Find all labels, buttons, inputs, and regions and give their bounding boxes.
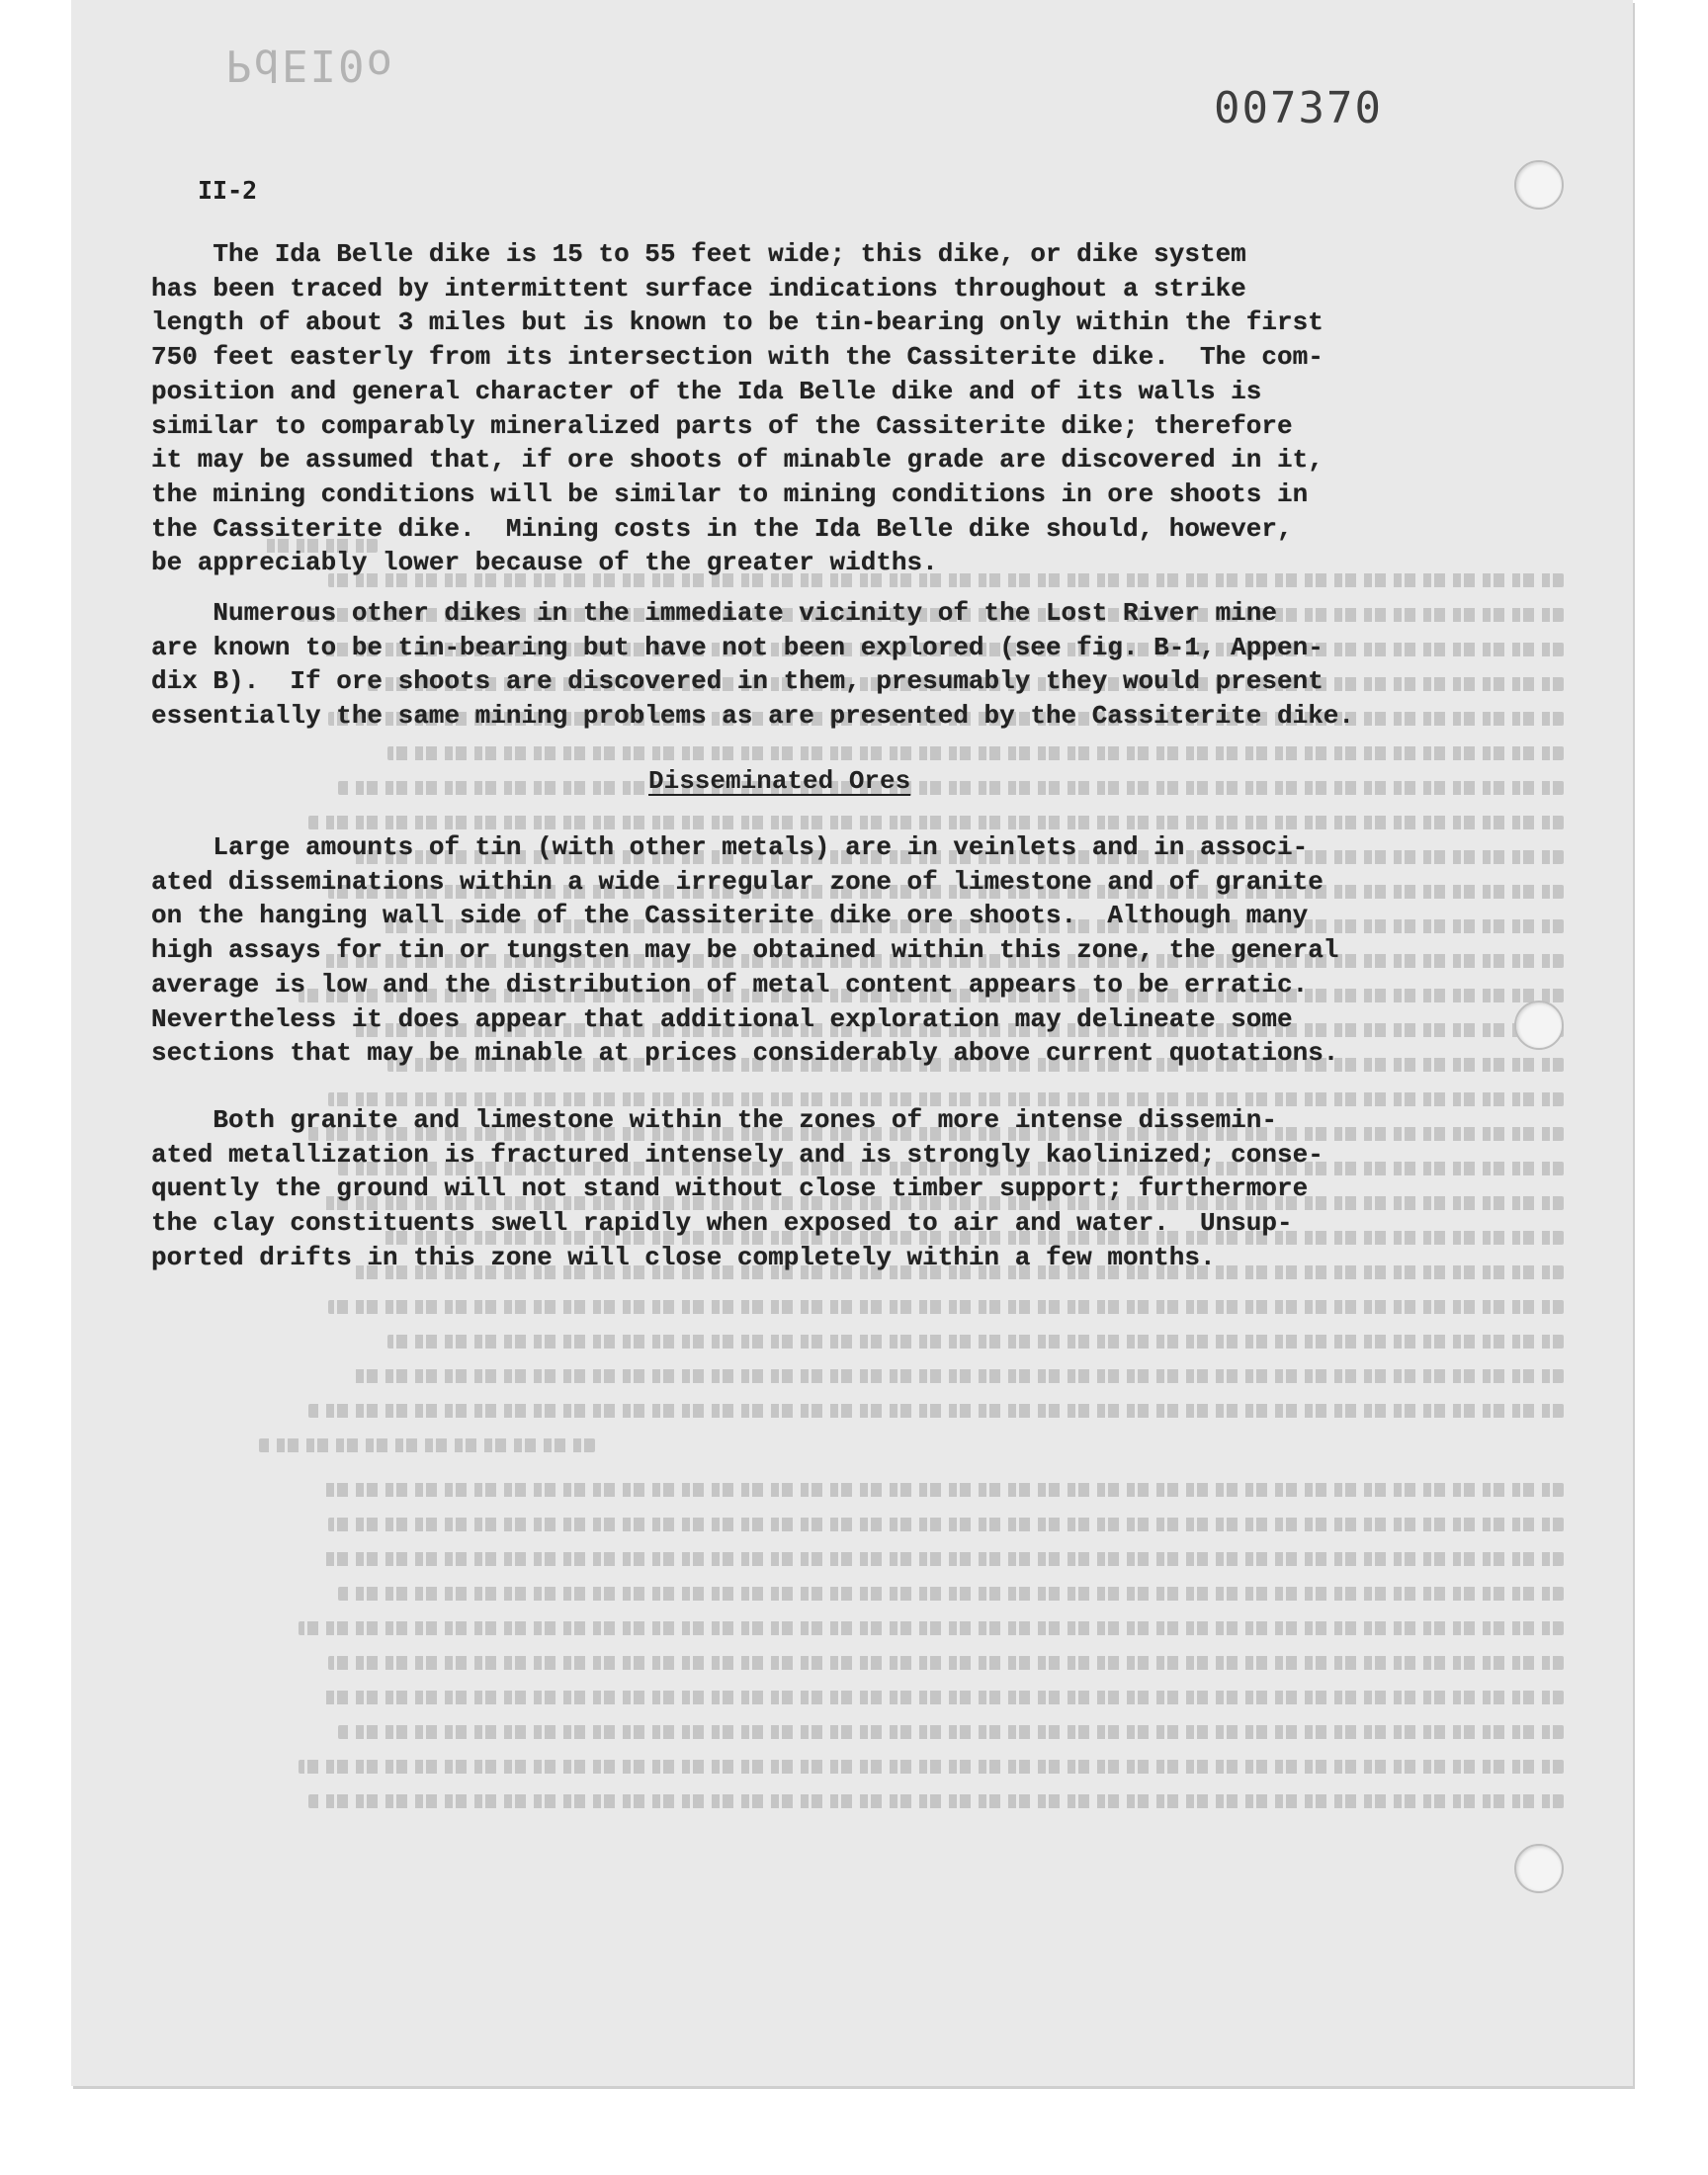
page-identifier: II-2 — [198, 176, 258, 205]
paragraph-other-dikes: Numerous other dikes in the immediate vicinity of the Lost River mine are known to be tin-bearing but have not been explored (see fig. B-1, Appen- dix B). If ore shoots are discovered in them, presumably they would present essentially the same mining problems as are presented by the Cassiterite dike. — [151, 598, 1354, 732]
punch-hole-top — [1514, 160, 1564, 210]
section-heading: Disseminated Ores — [648, 766, 911, 796]
punch-hole-bottom — [1514, 1844, 1564, 1893]
punch-hole-middle — [1514, 1000, 1564, 1050]
paragraph-disseminated-tin: Large amounts of tin (with other metals) are in veinlets and in associ- ated disseminations within a wide irregular zone of limestone and of granite on the hanging wall side of the Cassiterite dike ore shoots. Although many high assays for tin or tungsten may be obtained within this zone, the general average is low and the distribution of metal content appears to be erratic. Nevertheless it does appear that additional exploration may delineate some sections that may be minable at prices considerably above current quotations. — [151, 832, 1339, 1069]
paragraph-granite-limestone: Both granite and limestone within the zones of more intense dissemin- ated metallization is fractured intensely and is strongly kaolinized; conse- quently the ground will not stand without close timber support; furthermore the clay constituents swell rapidly when exposed to air and water. Unsup- ported drifts in this zone will close completely within a few months. — [151, 1105, 1324, 1272]
paragraph-ida-belle-dike: The Ida Belle dike is 15 to 55 feet wide; this dike, or dike system has been traced by intermittent surface indications throughout a strike length of about 3 miles but is known to be tin-bearing only within the first 750 feet easterly from its intersection with the Cassiterite dike. The com- position and general character of the Ida Belle dike and of its walls is similar to comparably mineralized parts of the Cassiterite dike; therefore it may be assumed that, if ore shoots of minable grade are discovered in it, the mining conditions will be similar to mining conditions in ore shoots in the Cassiterite dike. Mining costs in the Ida Belle dike should, however, be appreciably lower because of the greater widths. — [151, 239, 1324, 578]
stamp-number: 007370 — [1214, 83, 1383, 133]
faint-stamp-number: PdEI0o — [225, 40, 394, 90]
